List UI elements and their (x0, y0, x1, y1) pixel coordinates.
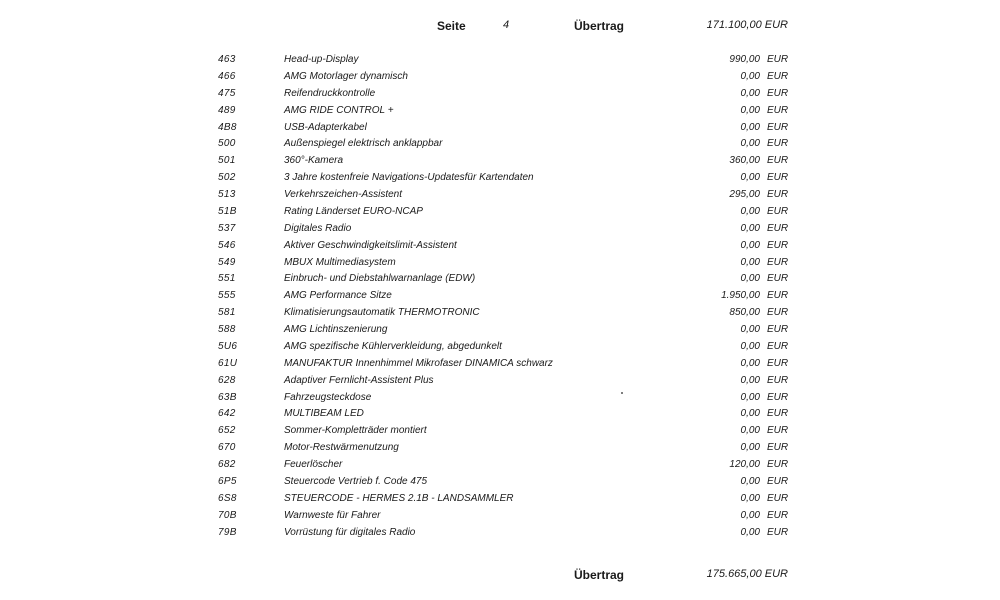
option-price: 0,00 (740, 442, 760, 454)
page-label: Seite (437, 19, 466, 33)
option-currency: EUR (767, 172, 789, 184)
option-code: 502 (218, 172, 236, 184)
option-description: 360°-Kamera (284, 155, 344, 167)
option-price: 0,00 (740, 475, 760, 487)
option-row (0, 153, 1000, 170)
option-row (0, 204, 1000, 221)
option-row (0, 120, 1000, 137)
option-code: 513 (218, 189, 236, 200)
option-currency: EUR (767, 121, 789, 133)
option-code: 51B (218, 205, 237, 217)
option-code: 670 (218, 442, 236, 454)
option-currency: EUR (767, 256, 789, 268)
option-price: 0,00 (740, 138, 760, 150)
option-code: 4B8 (218, 121, 237, 133)
option-description: Klimatisierungsautomatik THERMOTRONIC (284, 307, 480, 319)
option-description: Digitales Radio (284, 222, 352, 234)
option-row (0, 440, 1000, 457)
option-code: 500 (218, 138, 236, 150)
option-description: Reifendruckkontrolle (284, 87, 376, 99)
option-row (0, 187, 1000, 204)
option-description: Adaptiver Fernlicht-Assistent Plus (284, 374, 434, 386)
option-currency: EUR (767, 273, 789, 285)
carry-over-label-top: Übertrag (574, 19, 625, 33)
option-currency: EUR (767, 307, 789, 319)
option-currency: EUR (767, 138, 789, 150)
option-description: Fahrzeugsteckdose (284, 391, 372, 403)
option-row (0, 322, 1000, 339)
option-row (0, 271, 1000, 288)
option-currency: EUR (767, 475, 789, 487)
option-code: 628 (218, 374, 236, 386)
option-description: AMG Lichtinszenierung (284, 324, 388, 335)
page-number: 4 (503, 19, 510, 31)
option-description: Motor-Restwärmenutzung (284, 442, 399, 454)
option-description: MBUX Multimediasystem (284, 256, 396, 268)
option-price: 0,00 (740, 172, 760, 184)
carry-over-value-bottom: 175.665,00 EUR (706, 568, 788, 580)
option-description: Einbruch- und Diebstahlwarnanlage (EDW) (284, 273, 476, 285)
option-price: 0,00 (740, 256, 760, 268)
option-row (0, 373, 1000, 390)
option-currency: EUR (767, 442, 789, 454)
option-price: 0,00 (740, 222, 760, 234)
option-currency: EUR (767, 340, 789, 352)
option-code: 642 (218, 408, 236, 420)
option-row (0, 406, 1000, 423)
option-row (0, 86, 1000, 103)
option-currency: EUR (767, 104, 789, 116)
option-row (0, 52, 1000, 69)
option-row (0, 457, 1000, 474)
option-code: 61U (218, 357, 238, 369)
option-price: 0,00 (740, 87, 760, 99)
option-description: Aktiver Geschwindigkeitslimit-Assistent (284, 239, 457, 251)
option-code: 581 (218, 307, 236, 319)
option-row (0, 136, 1000, 153)
option-currency: EUR (767, 290, 789, 302)
option-price: 0,00 (740, 374, 760, 386)
option-currency: EUR (767, 239, 789, 251)
option-price: 295,00 (729, 189, 760, 200)
option-row (0, 288, 1000, 305)
option-description: Warnweste für Fahrer (284, 509, 381, 521)
option-code: 79B (218, 526, 237, 538)
option-price: 0,00 (740, 324, 760, 335)
option-description: Sommer-Kompletträder montiert (284, 425, 427, 437)
option-description: AMG Performance Sitze (284, 290, 392, 302)
option-code: 6S8 (218, 492, 237, 504)
option-description: Verkehrszeichen-Assistent (284, 189, 403, 200)
option-currency: EUR (767, 54, 789, 65)
option-code: 466 (218, 70, 236, 82)
option-price: 0,00 (740, 509, 760, 521)
option-row (0, 255, 1000, 272)
option-code: 546 (218, 239, 236, 251)
option-price: 1.950,00 (721, 290, 760, 302)
option-price: 0,00 (740, 340, 760, 352)
option-code: 555 (218, 290, 236, 302)
option-currency: EUR (767, 374, 789, 386)
option-description: USB-Adapterkabel (284, 121, 367, 133)
option-description: MANUFAKTUR Innenhimmel Mikrofaser DINAMICA schwarz (284, 357, 553, 369)
option-price: 0,00 (740, 425, 760, 437)
option-currency: EUR (767, 357, 789, 369)
option-code: 463 (218, 54, 236, 65)
option-code: 70B (218, 509, 237, 521)
option-currency: EUR (767, 222, 789, 234)
option-description: 3 Jahre kostenfreie Navigations-Updatesfür Kartendaten (284, 172, 534, 184)
option-currency: EUR (767, 70, 789, 82)
option-price: 0,00 (740, 526, 760, 538)
option-code: 537 (218, 222, 236, 234)
option-row (0, 474, 1000, 491)
option-price: 990,00 (729, 54, 760, 65)
option-row (0, 221, 1000, 238)
option-description: Vorrüstung für digitales Radio (284, 526, 416, 538)
scan-speck (621, 392, 623, 394)
option-code: 551 (218, 273, 236, 285)
option-price: 0,00 (740, 273, 760, 285)
option-currency: EUR (767, 459, 789, 470)
option-code: 588 (218, 324, 236, 335)
option-description: AMG spezifische Kühlerverkleidung, abgedunkelt (284, 340, 502, 352)
option-price: 0,00 (740, 121, 760, 133)
option-row (0, 305, 1000, 322)
option-list (0, 52, 1000, 541)
option-price: 0,00 (740, 239, 760, 251)
option-code: 549 (218, 256, 236, 268)
option-description: Head-up-Display (284, 54, 359, 65)
option-price: 120,00 (729, 459, 760, 470)
option-description: AMG RIDE CONTROL + (284, 104, 394, 116)
carry-over-label-bottom: Übertrag (574, 568, 625, 582)
option-row (0, 238, 1000, 255)
option-currency: EUR (767, 324, 789, 335)
option-currency: EUR (767, 509, 789, 521)
option-currency: EUR (767, 155, 789, 167)
option-row (0, 491, 1000, 508)
option-description: AMG Motorlager dynamisch (284, 70, 408, 82)
option-currency: EUR (767, 425, 789, 437)
option-currency: EUR (767, 526, 789, 538)
option-row (0, 103, 1000, 120)
option-description: Rating Länderset EURO-NCAP (284, 205, 423, 217)
option-code: 652 (218, 425, 236, 437)
option-price: 0,00 (740, 205, 760, 217)
option-description: Steuercode Vertrieb f. Code 475 (284, 475, 428, 487)
carry-over-value-top: 171.100,00 EUR (706, 19, 788, 31)
option-price: 0,00 (740, 104, 760, 116)
option-row (0, 356, 1000, 373)
option-code: 501 (218, 155, 236, 167)
option-description: Außenspiegel elektrisch anklappbar (284, 138, 443, 150)
option-code: 475 (218, 87, 236, 99)
option-price: 850,00 (729, 307, 760, 319)
option-description: STEUERCODE - HERMES 2.1B - LANDSAMMLER (284, 492, 514, 504)
option-price: 0,00 (740, 408, 760, 420)
option-currency: EUR (767, 87, 789, 99)
option-code: 489 (218, 104, 236, 116)
option-currency: EUR (767, 189, 789, 200)
option-price: 0,00 (740, 391, 760, 403)
option-row (0, 525, 1000, 542)
option-currency: EUR (767, 205, 789, 217)
option-description: Feuerlöscher (284, 459, 343, 470)
option-price: 0,00 (740, 357, 760, 369)
option-code: 6P5 (218, 475, 237, 487)
option-currency: EUR (767, 391, 789, 403)
option-row (0, 390, 1000, 407)
option-price: 0,00 (740, 492, 760, 504)
option-price: 360,00 (729, 155, 760, 167)
option-currency: EUR (767, 408, 789, 420)
option-row (0, 508, 1000, 525)
option-row (0, 423, 1000, 440)
option-price: 0,00 (740, 70, 760, 82)
option-code: 682 (218, 459, 236, 470)
option-currency: EUR (767, 492, 789, 504)
option-row (0, 170, 1000, 187)
option-description: MULTIBEAM LED (284, 408, 364, 420)
option-code: 63B (218, 391, 237, 403)
option-row (0, 69, 1000, 86)
option-code: 5U6 (218, 340, 238, 352)
option-row (0, 339, 1000, 356)
